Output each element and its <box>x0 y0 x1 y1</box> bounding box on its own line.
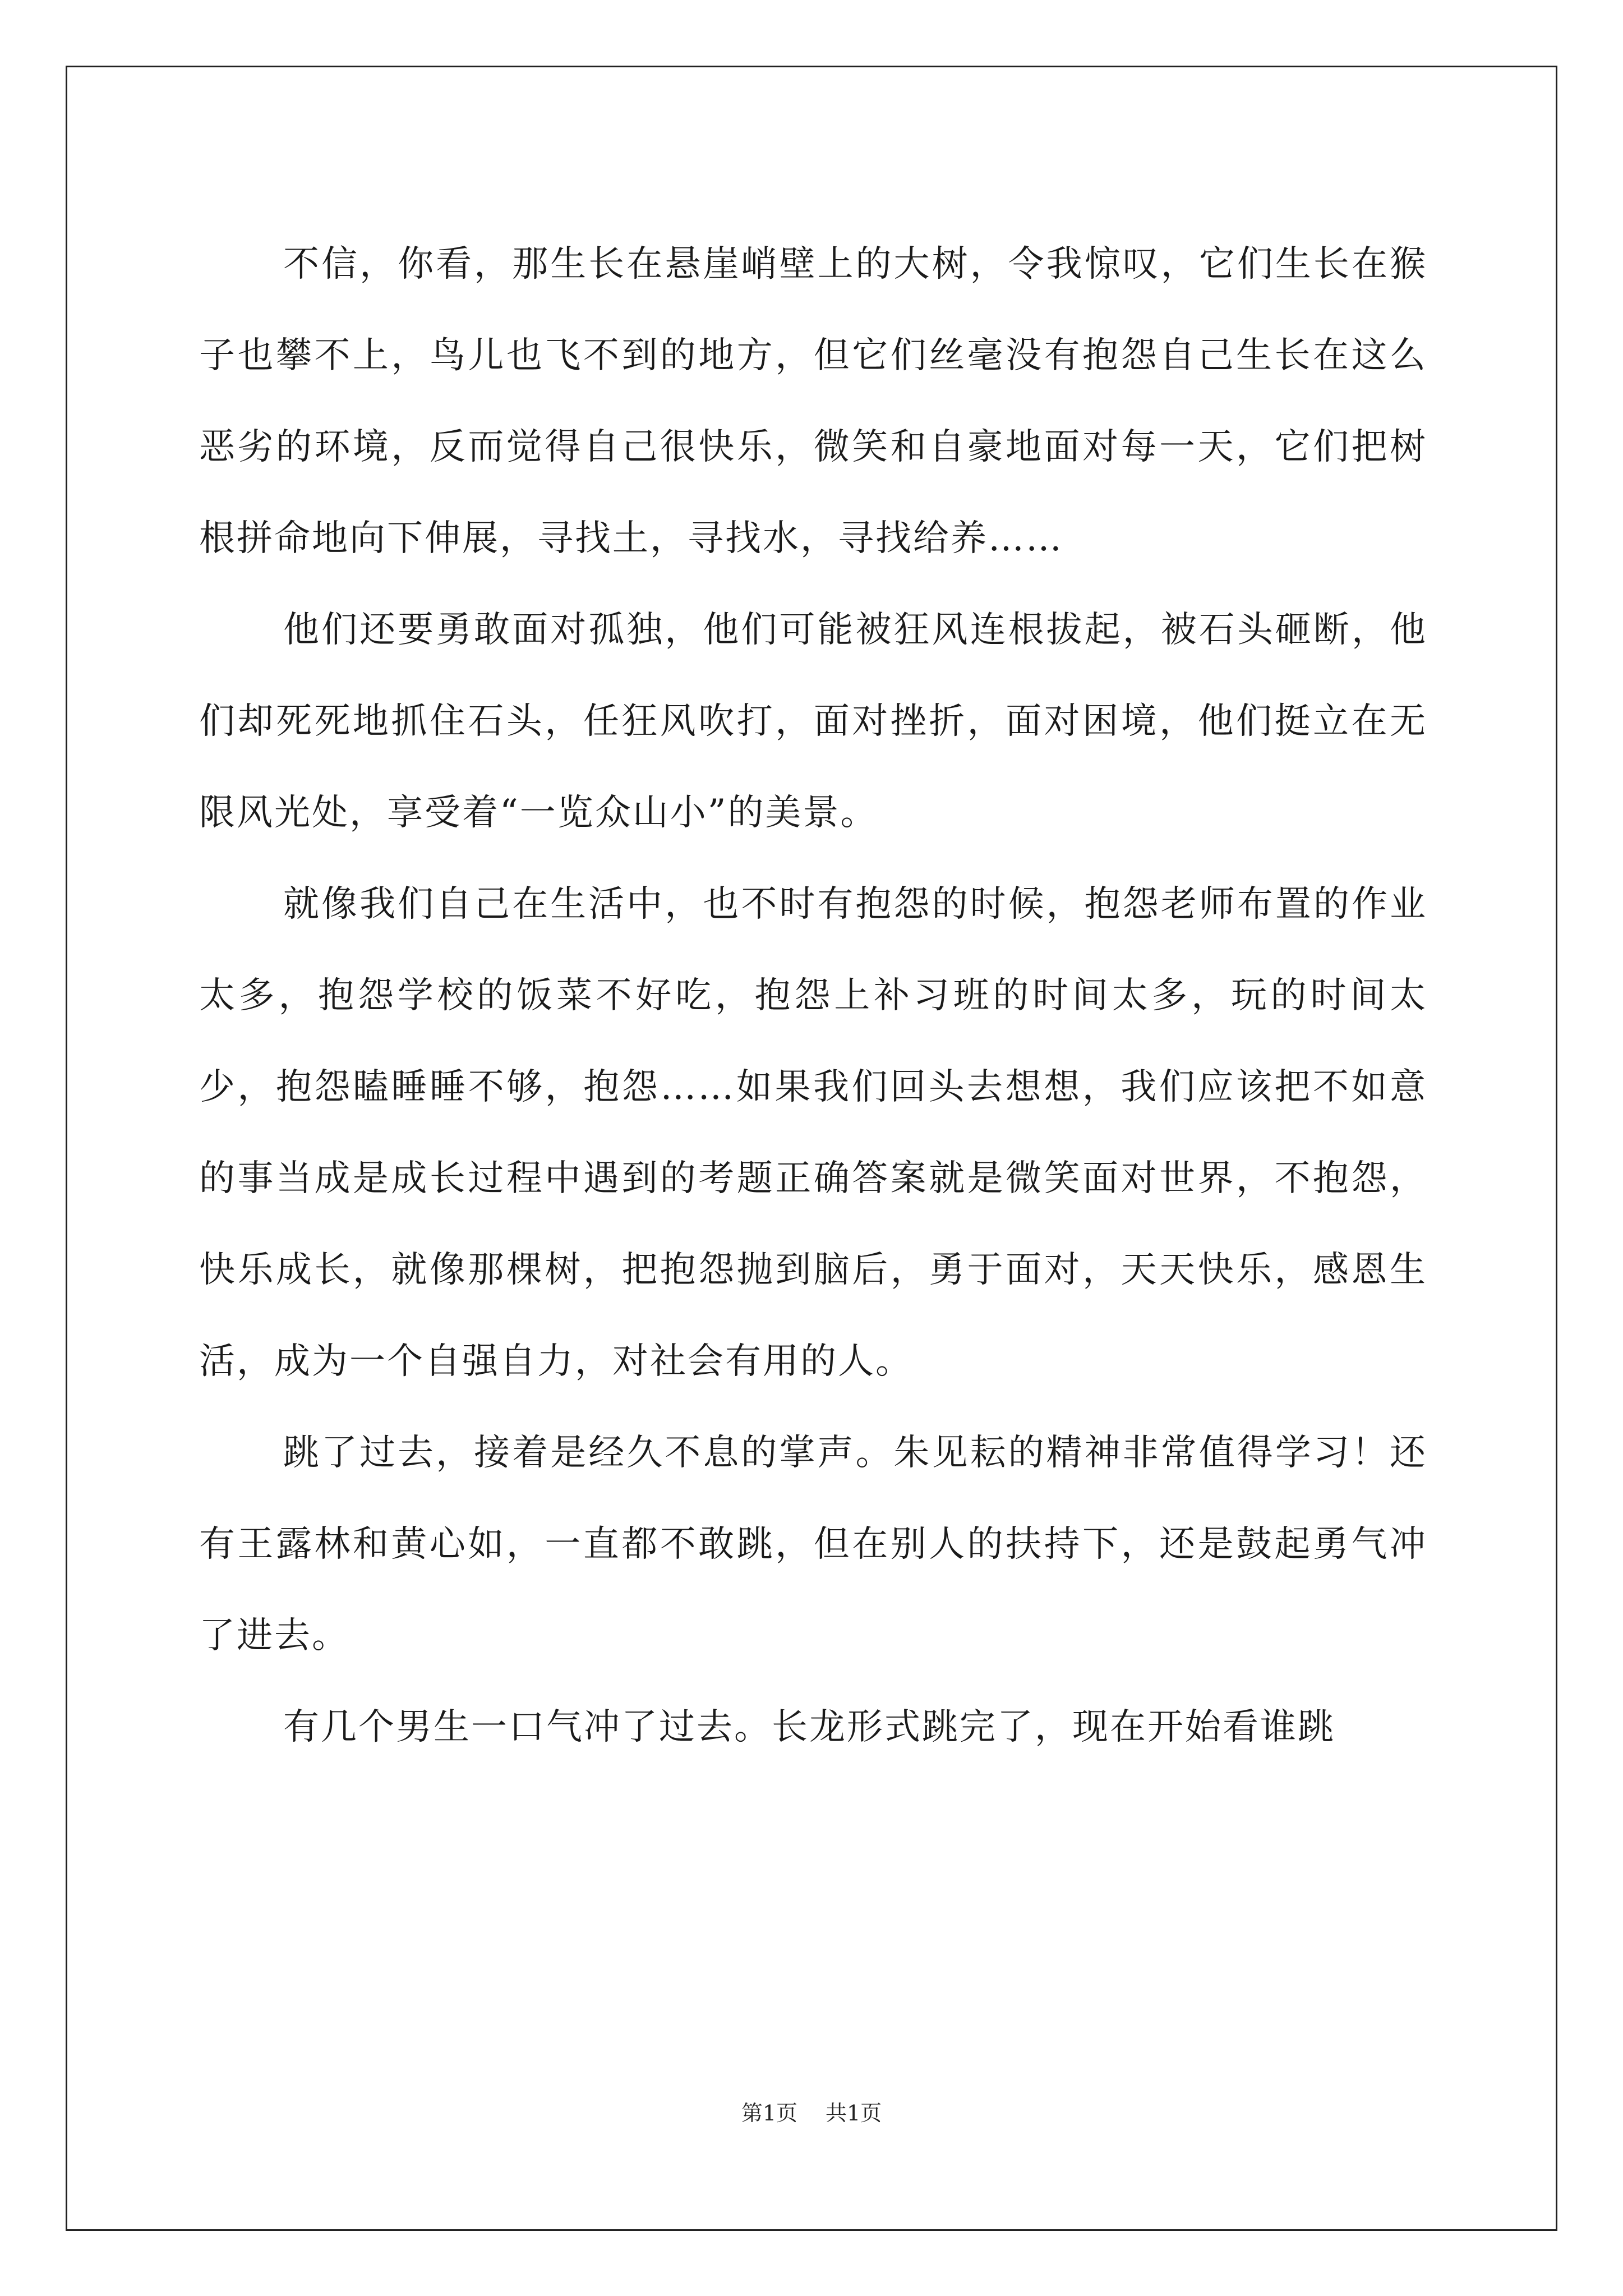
paragraph: 不信，你看，那生长在悬崖峭壁上的大树，令我惊叹，它们生长在猴子也攀不上，鸟儿也飞不到的地方，但它们丝毫没有抱怨自己生长在这么恶劣的环境，反而觉得自己很快乐，微笑和自豪地面对每一天，它们把树根拼命地向下伸展，寻找土，寻找水，寻找给养…… <box>199 243 1427 559</box>
paragraph: 跳了过去，接着是经久不息的掌声。朱见耘的精神非常值得学习！还有王露林和黄心如，一直都不敢跳，但在别人的扶持下，还是鼓起勇气冲了进去。 <box>199 1432 1427 1657</box>
document-body <box>199 219 1427 1773</box>
page-footer <box>0 2099 1623 2127</box>
paragraph: 有几个男生一口气冲了过去。长龙形式跳完了，现在开始看谁跳 <box>283 1706 1335 1748</box>
paragraph: 就像我们自己在生活中，也不时有抱怨的时候，抱怨老师布置的作业太多，抱怨学校的饭菜不好吃，抱怨上补习班的时间太多，玩的时间太少，抱怨瞌睡睡不够，抱怨……如果我们回头去想想，我们应该把不如意的事当成是成长过程中遇到的考题正确答案就是微笑面对世界，不抱怨，快乐成长，就像那棵树，把抱怨抛到脑后，勇于面对，天天快乐，感恩生活，成为一个自强自力，对社会有用的人。 <box>199 884 1427 1382</box>
page-count: 共1页 <box>826 2101 882 2125</box>
paragraph: 他们还要勇敢面对孤独，他们可能被狂风连根拔起，被石头砸断，他们却死死地抓住石头，任狂风吹打，面对挫折，面对困境，他们挺立在无限风光处，享受着“一览众山小”的美景。 <box>199 609 1427 834</box>
page-number: 第1页 <box>741 2101 797 2125</box>
